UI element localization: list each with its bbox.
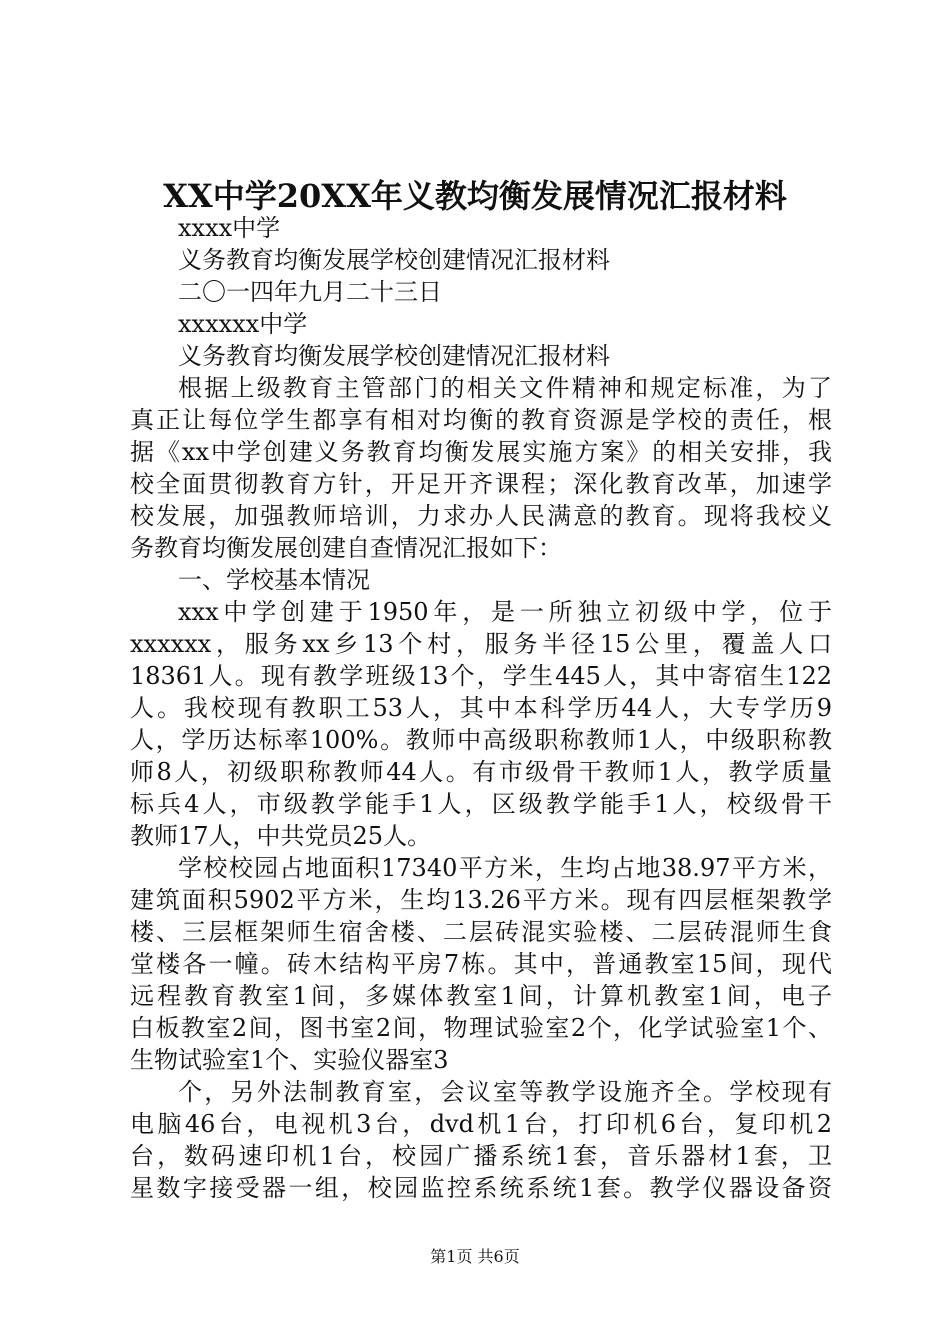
text-line: 远程教育教室1间，多媒体教室1间，计算机教室1间，电子 — [130, 982, 832, 1010]
text-line: 师8人，初级职称教师44人。有市级骨干教师1人，教学质量 — [130, 758, 832, 786]
text-line: 教师17人，中共党员25人。 — [130, 822, 432, 850]
section-heading: 一、学校基本情况 — [178, 566, 370, 594]
text-line: 生物试验室1个、实验仪器室3 — [130, 1046, 449, 1074]
text-line: 建筑面积5902平方米，生均13.26平方米。现有四层框架教学 — [130, 886, 832, 914]
text-line: 据《xx中学创建义务教育均衡发展实施方案》的相关安排，我 — [130, 438, 832, 466]
text-line: xxx中学创建于1950年，是一所独立初级中学，位于 — [178, 598, 832, 626]
text-line: 白板教室2间，图书室2间，物理试验室2个，化学试验室1个、 — [130, 1014, 832, 1042]
text-line: xxxxxx中学 — [178, 310, 308, 338]
text-line: 校发展，加强教师培训，力求办人民满意的教育。现将我校义 — [130, 502, 832, 530]
text-line: 人。我校现有教职工53人，其中本科学历44人，大专学历9 — [130, 694, 832, 722]
text-line: 校全面贯彻教育方针，开足开齐课程；深化教育改革，加速学 — [130, 470, 832, 498]
page-number: 第1页 共6页 — [430, 1247, 520, 1266]
text-line: 务教育均衡发展创建自查情况汇报如下： — [130, 534, 562, 562]
text-line: 楼、三层框架师生宿舍楼、二层砖混实验楼、二层砖混师生食 — [130, 918, 832, 946]
text-line: 电脑46台，电视机3台，dvd机1台，打印机6台，复印机2 — [130, 1110, 832, 1138]
text-line: 台，数码速印机1台，校园广播系统1套，音乐器材1套，卫 — [130, 1142, 832, 1170]
document-body — [130, 212, 832, 1204]
text-line: 义务教育均衡发展学校创建情况汇报材料 — [178, 342, 610, 370]
text-line: xxxxxx，服务xx乡13个村，服务半径15公里，覆盖人口 — [130, 630, 832, 658]
text-line: 根据上级教育主管部门的相关文件精神和规定标准，为了 — [178, 374, 832, 402]
text-line: xxxx中学 — [178, 214, 281, 242]
text-line: 标兵4人，市级教学能手1人，区级教学能手1人，校级骨干 — [130, 790, 832, 818]
text-line: 学校校园占地面积17340平方米，生均占地38.97平方米， — [178, 854, 832, 882]
text-line: 星数字接受器一组，校园监控系统系统1套。教学仪器设备资 — [130, 1174, 832, 1202]
text-line: 义务教育均衡发展学校创建情况汇报材料 — [178, 246, 610, 274]
text-line: 真正让每位学生都享有相对均衡的教育资源是学校的责任，根 — [130, 406, 832, 434]
text-line: 个，另外法制教育室，会议室等教学设施齐全。学校现有 — [178, 1078, 832, 1106]
text-line: 18361人。现有教学班级13个，学生445人，其中寄宿生122 — [130, 662, 832, 690]
text-line: 人，学历达标率100%。教师中高级职称教师1人，中级职称教 — [130, 726, 832, 754]
document-title: XX中学20XX年义教均衡发展情况汇报材料 — [163, 177, 787, 215]
text-line: 堂楼各一幢。砖木结构平房7栋。其中，普通教室15间，现代 — [130, 950, 832, 978]
text-line: 二〇一四年九月二十三日 — [178, 278, 442, 306]
